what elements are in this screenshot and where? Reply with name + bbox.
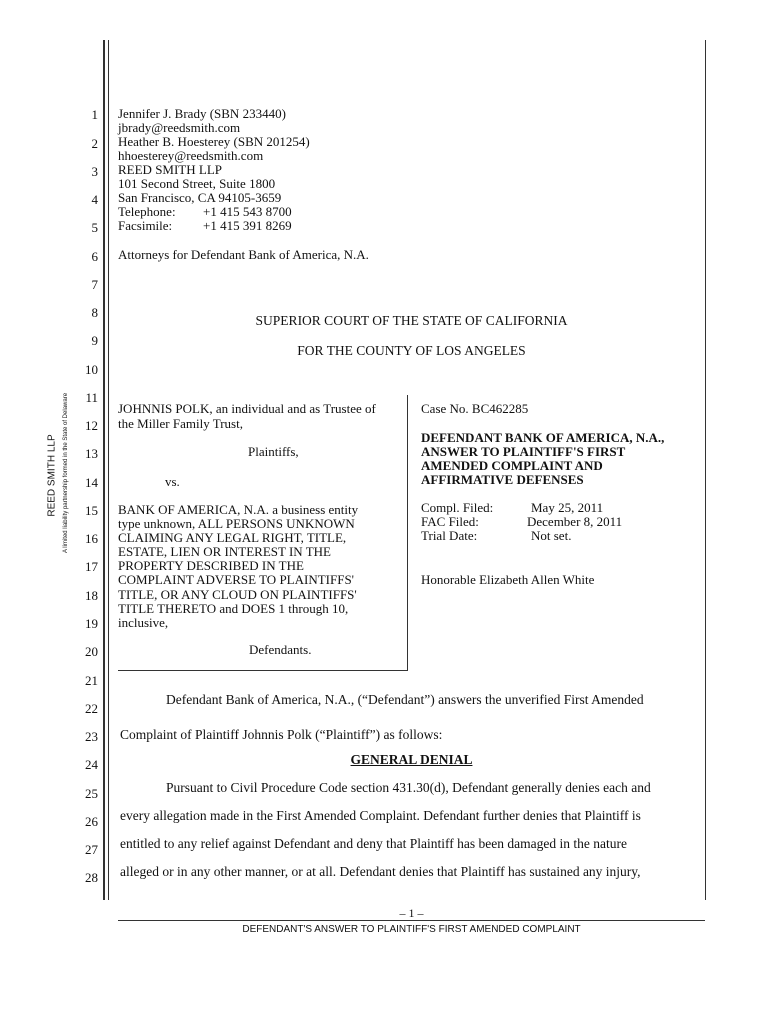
defendant-line: PROPERTY DESCRIBED IN THE (118, 558, 304, 573)
trial-date-value: Not set. (531, 528, 572, 543)
paragraph-line-3: entitled to any relief against Defendant and deny that Plaintiff has been damaged in the nature (120, 836, 627, 851)
fac-filed-label: FAC Filed: (421, 514, 479, 529)
versus-label: vs. (165, 474, 180, 489)
paragraph-line-2: every allegation made in the First Amended Complaint. Defendant further denies that Plaintiff is (120, 808, 641, 823)
line-number: 28 (85, 870, 98, 885)
caption-bottom-rule (118, 670, 408, 671)
side-firm-label: REED SMITH LLP (46, 434, 58, 517)
defendant-line: inclusive, (118, 615, 169, 630)
defendant-line: CLAIMING ANY LEGAL RIGHT, TITLE, (118, 530, 347, 545)
intro-line-2: Complaint of Plaintiff Johnnis Polk (“Plaintiff”) as follows: (120, 727, 443, 742)
footer-rule (118, 920, 705, 921)
court-name: SUPERIOR COURT OF THE STATE OF CALIFORNIA (255, 313, 568, 328)
line-number: 17 (85, 559, 98, 574)
defendant-line: ESTATE, LIEN OR INTEREST IN THE (118, 544, 331, 559)
plaintiff-trust: the Miller Family Trust, (118, 416, 243, 431)
line-number: 7 (91, 277, 98, 292)
defendant-line: COMPLAINT ADVERSE TO PLAINTIFFS' (118, 572, 355, 587)
attorney-name-1: Jennifer J. Brady (SBN 233440) (118, 106, 286, 121)
attorney-name-2: Heather B. Hoesterey (SBN 201254) (118, 134, 310, 149)
line-number: 21 (85, 673, 98, 688)
attorneys-for: Attorneys for Defendant Bank of America, N.A. (118, 247, 369, 262)
line-number: 1 (91, 107, 98, 122)
complaint-filed-label: Compl. Filed: (421, 500, 494, 515)
line-number: 19 (85, 616, 98, 631)
trial-date-label: Trial Date: (421, 528, 478, 543)
left-margin-rule-1 (103, 40, 105, 900)
fac-filed-value: December 8, 2011 (527, 514, 623, 529)
line-number: 9 (91, 333, 98, 348)
line-number: 14 (85, 475, 98, 490)
line-number: 18 (85, 588, 98, 603)
line-number: 15 (85, 503, 98, 518)
left-margin-rule-2 (108, 40, 109, 900)
page-number: – 1 – (399, 906, 424, 920)
firm-name: REED SMITH LLP (118, 162, 222, 177)
telephone-value: +1 415 543 8700 (203, 204, 292, 219)
defendant-line: type unknown, ALL PERSONS UNKNOWN (118, 516, 355, 531)
attorney-email-2: hhoesterey@reedsmith.com (118, 148, 264, 163)
line-number: 25 (85, 786, 98, 801)
document-title-line: AFFIRMATIVE DEFENSES (421, 472, 584, 487)
line-number: 2 (91, 136, 98, 151)
firm-street: 101 Second Street, Suite 1800 (118, 176, 276, 191)
defendants-label: Defendants. (249, 642, 312, 657)
plaintiff-name: JOHNNIS POLK, an individual and as Trustee of (118, 401, 376, 416)
paragraph-line-4: alleged or in any other manner, or at all. Defendant denies that Plaintiff has sustained any injury, (120, 864, 641, 879)
line-number: 11 (85, 390, 98, 405)
line-number: 4 (91, 192, 98, 207)
attorney-email-1: jbrady@reedsmith.com (118, 120, 241, 135)
facsimile-label: Facsimile: (118, 218, 173, 233)
line-number: 5 (91, 220, 98, 235)
footer-title: DEFENDANT'S ANSWER TO PLAINTIFF'S FIRST AMENDED COMPLAINT (242, 924, 581, 935)
intro-line-1: Defendant Bank of America, N.A., (“Defendant”) answers the unverified First Amended (166, 692, 644, 707)
line-number: 22 (85, 701, 98, 716)
court-county: FOR THE COUNTY OF LOS ANGELES (297, 343, 526, 358)
defendant-line: TITLE THERETO and DOES 1 through 10, (118, 601, 349, 616)
line-number: 3 (91, 164, 98, 179)
document-title-line: DEFENDANT BANK OF AMERICA, N.A., (421, 430, 665, 445)
line-number: 10 (85, 362, 98, 377)
judge-name: Honorable Elizabeth Allen White (421, 572, 595, 587)
defendant-line: BANK OF AMERICA, N.A. a business entity (118, 502, 359, 517)
case-number: Case No. BC462285 (421, 401, 529, 416)
paragraph-line-1: Pursuant to Civil Procedure Code section 431.30(d), Defendant generally denies each and (166, 780, 651, 795)
line-number: 20 (85, 644, 98, 659)
caption-divider (407, 395, 408, 671)
line-number: 24 (85, 757, 98, 772)
line-number: 6 (91, 249, 98, 264)
line-number: 8 (91, 305, 98, 320)
document-title-line: ANSWER TO PLAINTIFF'S FIRST (421, 444, 626, 459)
line-number: 27 (85, 842, 98, 857)
line-number: 12 (85, 418, 98, 433)
complaint-filed-value: May 25, 2011 (531, 500, 604, 515)
defendant-line: TITLE, OR ANY CLOUD ON PLAINTIFFS' (118, 587, 357, 602)
facsimile-value: +1 415 391 8269 (203, 218, 292, 233)
line-number: 16 (85, 531, 98, 546)
line-number: 13 (85, 446, 98, 461)
section-heading: GENERAL DENIAL (350, 752, 473, 767)
right-margin-rule (705, 40, 706, 900)
line-number: 26 (85, 814, 98, 829)
telephone-label: Telephone: (118, 204, 176, 219)
side-partnership-note: A limited liability partnership formed in the State of Delaware (63, 392, 69, 554)
firm-city: San Francisco, CA 94105-3659 (118, 190, 282, 205)
plaintiffs-label: Plaintiffs, (248, 444, 299, 459)
document-title-line: AMENDED COMPLAINT AND (421, 458, 603, 473)
line-number: 23 (85, 729, 98, 744)
